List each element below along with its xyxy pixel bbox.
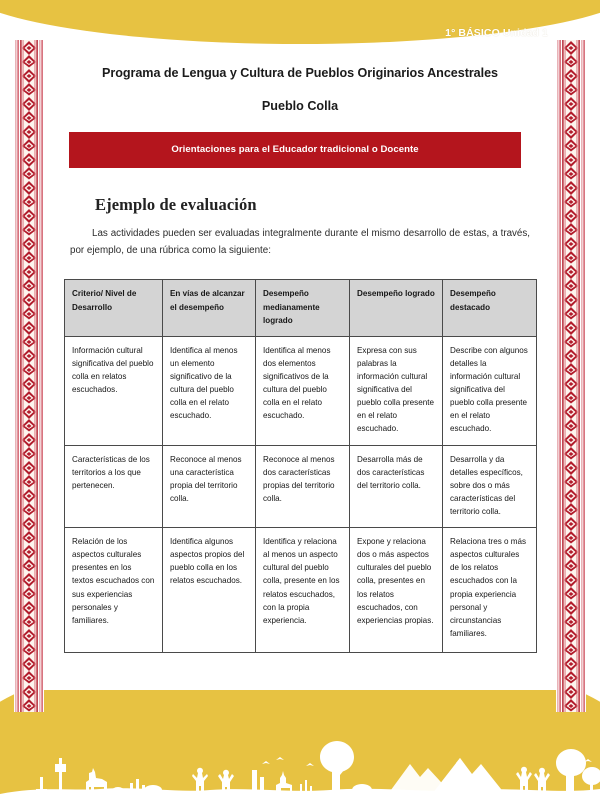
cell-destacado: Relaciona tres o más aspectos culturales de los relatos escuchados con la propia experiencia personal y circunstancias familiares. <box>443 528 537 653</box>
cell-en-vias: Identifica al menos un elemento significativo de la cultura del pueblo colla en el relato escuchado. <box>163 336 256 445</box>
page-title: Programa de Lengua y Cultura de Pueblos Originarios Ancestrales <box>102 66 498 80</box>
cell-criterio: Características de los territorios a los que pertenecen. <box>65 445 163 528</box>
cell-medianamente: Reconoce al menos dos características propias del territorio colla. <box>256 445 350 528</box>
rubric-table <box>64 279 537 653</box>
cell-criterio: Información cultural significativa del pueblo colla en relatos escuchados. <box>65 336 163 445</box>
right-woven-border-pattern <box>556 40 586 712</box>
cell-logrado: Expresa con sus palabras la información cultural significativa del pueblo colla presente en el relato escuchado. <box>350 336 443 445</box>
unit-badge: 1° BÁSICO Unidad 1 <box>445 27 548 39</box>
rubric-table-wrapper <box>64 279 538 653</box>
cell-medianamente: Identifica al menos dos elementos significativos de la cultura del pueblo colla en el relato escuchado. <box>256 336 350 445</box>
column-header-criterio: Criterio/ Nivel de Desarrollo <box>65 280 163 336</box>
cell-destacado: Desarrolla y da detalles específicos, sobre dos o más características del territorio colla. <box>443 445 537 528</box>
column-header-destacado: Desempeño destacado <box>443 280 537 336</box>
cell-criterio: Relación de los aspectos culturales presentes en los textos escuchados con sus experiencias personales y familiares. <box>65 528 163 653</box>
cell-medianamente: Identifica y relaciona al menos un aspecto cultural del pueblo colla, presente en los relatos escuchados, con la propia experiencia. <box>256 528 350 653</box>
intro-paragraph: Las actividades pueden ser evaluadas integralmente durante el mismo desarrollo de estas, a través, por ejemplo, de una rúbrica como la siguiente: <box>70 227 530 256</box>
cell-en-vias: Identifica algunos aspectos propios del pueblo colla en los relatos escuchados. <box>163 528 256 653</box>
footer-landscape-scene <box>0 690 600 800</box>
cell-logrado: Expone y relaciona dos o más aspectos culturales del pueblo colla, presentes en los relatos escuchados, con experiencias propias. <box>350 528 443 653</box>
orientation-banner-label: Orientaciones para el Educador tradicional o Docente <box>171 144 419 156</box>
page-subtitle: Pueblo Colla <box>261 98 339 113</box>
column-header-en-vias: En vías de alcanzar el desempeño <box>163 280 256 336</box>
main-content <box>62 66 538 653</box>
column-header-medianamente: Desempeño medianamente logrado <box>256 280 350 336</box>
orientation-banner <box>69 132 521 168</box>
right-woven-border <box>556 40 586 712</box>
left-woven-border <box>14 40 44 712</box>
table-row <box>65 336 537 445</box>
cell-destacado: Describe con algunos detalles la información cultural significativa del pueblo colla presente en el relato escuchado. <box>443 336 537 445</box>
top-gold-band <box>0 0 600 46</box>
column-header-logrado: Desempeño logrado <box>350 280 443 336</box>
table-header-row <box>65 280 537 336</box>
footer-silhouette-art <box>0 690 600 800</box>
cell-en-vias: Reconoce al menos una característica propia del territorio colla. <box>163 445 256 528</box>
table-row <box>65 528 537 653</box>
section-heading: Ejemplo de evaluación <box>95 194 257 214</box>
table-row <box>65 445 537 528</box>
left-woven-border-pattern <box>14 40 44 712</box>
cell-logrado: Desarrolla más de dos características del territorio colla. <box>350 445 443 528</box>
